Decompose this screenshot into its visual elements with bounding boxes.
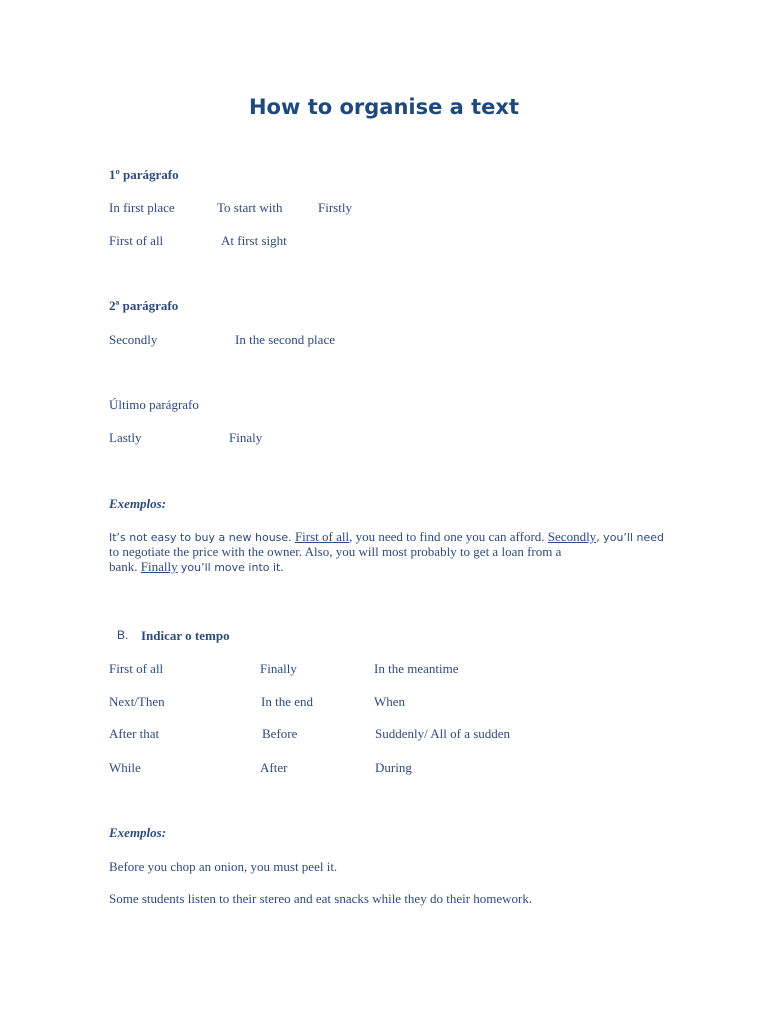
- phrase-in-the-second-place: In the second place: [235, 332, 335, 347]
- example-text: you’ll move into it: [180, 561, 281, 574]
- examples-label-2: Exemplos:: [109, 825, 167, 840]
- time-phrase: While: [109, 760, 141, 775]
- time-phrase: In the end: [261, 694, 313, 709]
- example-sentence: Some students listen to their stereo and eat snacks while they do their homework.: [109, 891, 533, 906]
- time-phrase: After: [260, 760, 288, 775]
- example-underlined-finally: Finally: [140, 559, 178, 574]
- time-phrase: Suddenly/ All of a sudden: [375, 726, 511, 741]
- time-phrase: Before: [262, 726, 298, 741]
- phrase-to-start-with: To start with: [217, 200, 283, 215]
- phrase-finaly: Finaly: [229, 430, 263, 445]
- time-phrase: First of all: [109, 661, 164, 676]
- time-phrase: After that: [109, 726, 160, 741]
- phrase-in-first-place: In first place: [109, 200, 175, 215]
- example-text: It’s not easy to buy a new house.: [109, 531, 292, 544]
- document-title: How to organise a text: [248, 95, 520, 119]
- example-text: .: [280, 559, 284, 574]
- example-underlined-secondly: Secondly: [547, 529, 597, 544]
- list-marker-b: B.: [117, 628, 129, 642]
- example-text: bank.: [109, 559, 138, 574]
- time-phrase: When: [374, 694, 406, 709]
- example-paragraph-line-1: [109, 529, 664, 545]
- phrase-first-of-all: First of all: [109, 233, 164, 248]
- section-3-heading: Último parágrafo: [109, 397, 199, 412]
- section-1-heading: 1º parágrafo: [109, 167, 179, 182]
- phrase-firstly: Firstly: [318, 200, 352, 215]
- time-phrase: In the meantime: [374, 661, 459, 676]
- example-paragraph-line-2: to negotiate the price with the owner. Also, you will most probably to get a loan from a: [109, 544, 562, 559]
- phrase-lastly: Lastly: [109, 430, 142, 445]
- time-phrase: During: [375, 760, 412, 775]
- section-2-heading: 2ª parágrafo: [109, 298, 179, 313]
- example-text: , you’ll need: [596, 531, 664, 544]
- examples-label-1: Exemplos:: [109, 496, 167, 511]
- phrase-secondly: Secondly: [109, 332, 158, 347]
- example-text: , you need to find one you can afford.: [349, 529, 545, 544]
- example-underlined-first-of-all: First of all: [294, 529, 350, 544]
- section-b-heading: Indicar o tempo: [141, 628, 230, 643]
- example-paragraph-line-3: [109, 559, 284, 575]
- time-phrase: Finally: [260, 661, 297, 676]
- example-sentence: Before you chop an onion, you must peel it.: [109, 859, 338, 874]
- phrase-at-first-sight: At first sight: [221, 233, 287, 248]
- time-phrase: Next/Then: [109, 694, 165, 709]
